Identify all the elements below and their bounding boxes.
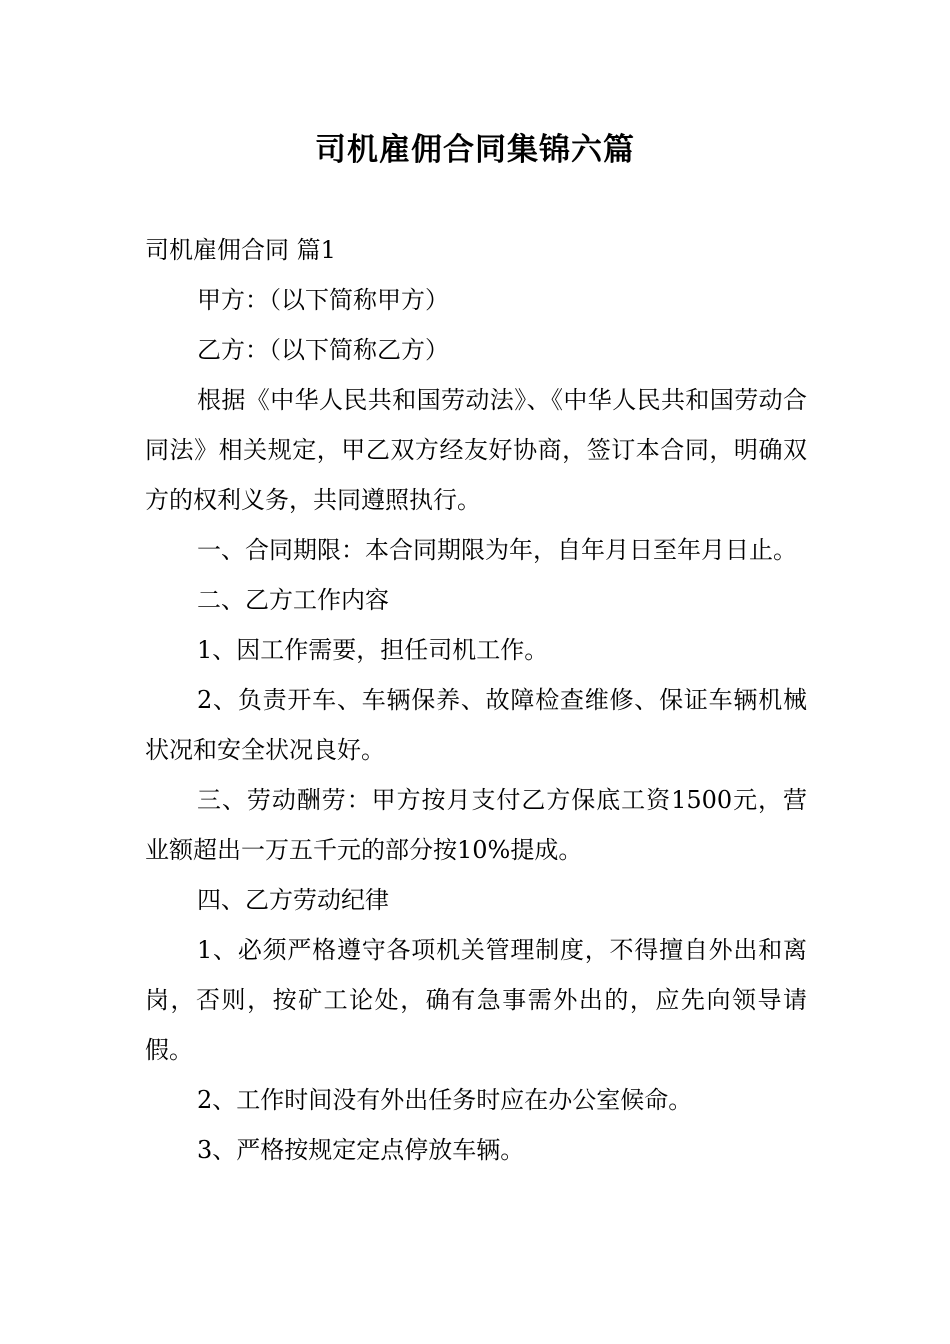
section-heading: 司机雇佣合同 篇1: [145, 236, 336, 264]
paragraph-discipline-item-3: 3、严格按规定定点停放车辆。: [197, 1136, 525, 1164]
paragraph-party-b: 乙方：（以下简称乙方）: [197, 336, 449, 364]
paragraph-discipline-heading: 四、乙方劳动纪律: [197, 886, 389, 914]
paragraph-party-a: 甲方：（以下简称甲方）: [197, 286, 449, 314]
document-body: [145, 225, 807, 1175]
paragraph-work-content-heading: 二、乙方工作内容: [197, 586, 389, 614]
paragraph-contract-term: 一、合同期限：本合同期限为年，自年月日至年月日止。: [197, 536, 797, 564]
document-title: 司机雇佣合同集锦六篇: [315, 132, 635, 168]
paragraph-preamble: 根据《中华人民共和国劳动法》、《中华人民共和国劳动合同法》相关规定，甲乙双方经友好协商，签订本合同，明确双方的权利义务，共同遵照执行。: [145, 386, 807, 514]
paragraph-work-item-2: 2、负责开车、车辆保养、故障检查维修、保证车辆机械状况和安全状况良好。: [145, 686, 807, 764]
paragraph-discipline-item-2: 2、工作时间没有外出任务时应在办公室候命。: [197, 1086, 693, 1114]
paragraph-discipline-item-1: 1、必须严格遵守各项机关管理制度，不得擅自外出和离岗，否则，按矿工论处，确有急事需外出的，应先向领导请假。: [145, 936, 807, 1064]
paragraph-remuneration: 三、劳动酬劳：甲方按月支付乙方保底工资1500元，营业额超出一万五千元的部分按10%提成。: [145, 786, 807, 864]
paragraph-work-item-1: 1、因工作需要，担任司机工作。: [197, 636, 549, 664]
